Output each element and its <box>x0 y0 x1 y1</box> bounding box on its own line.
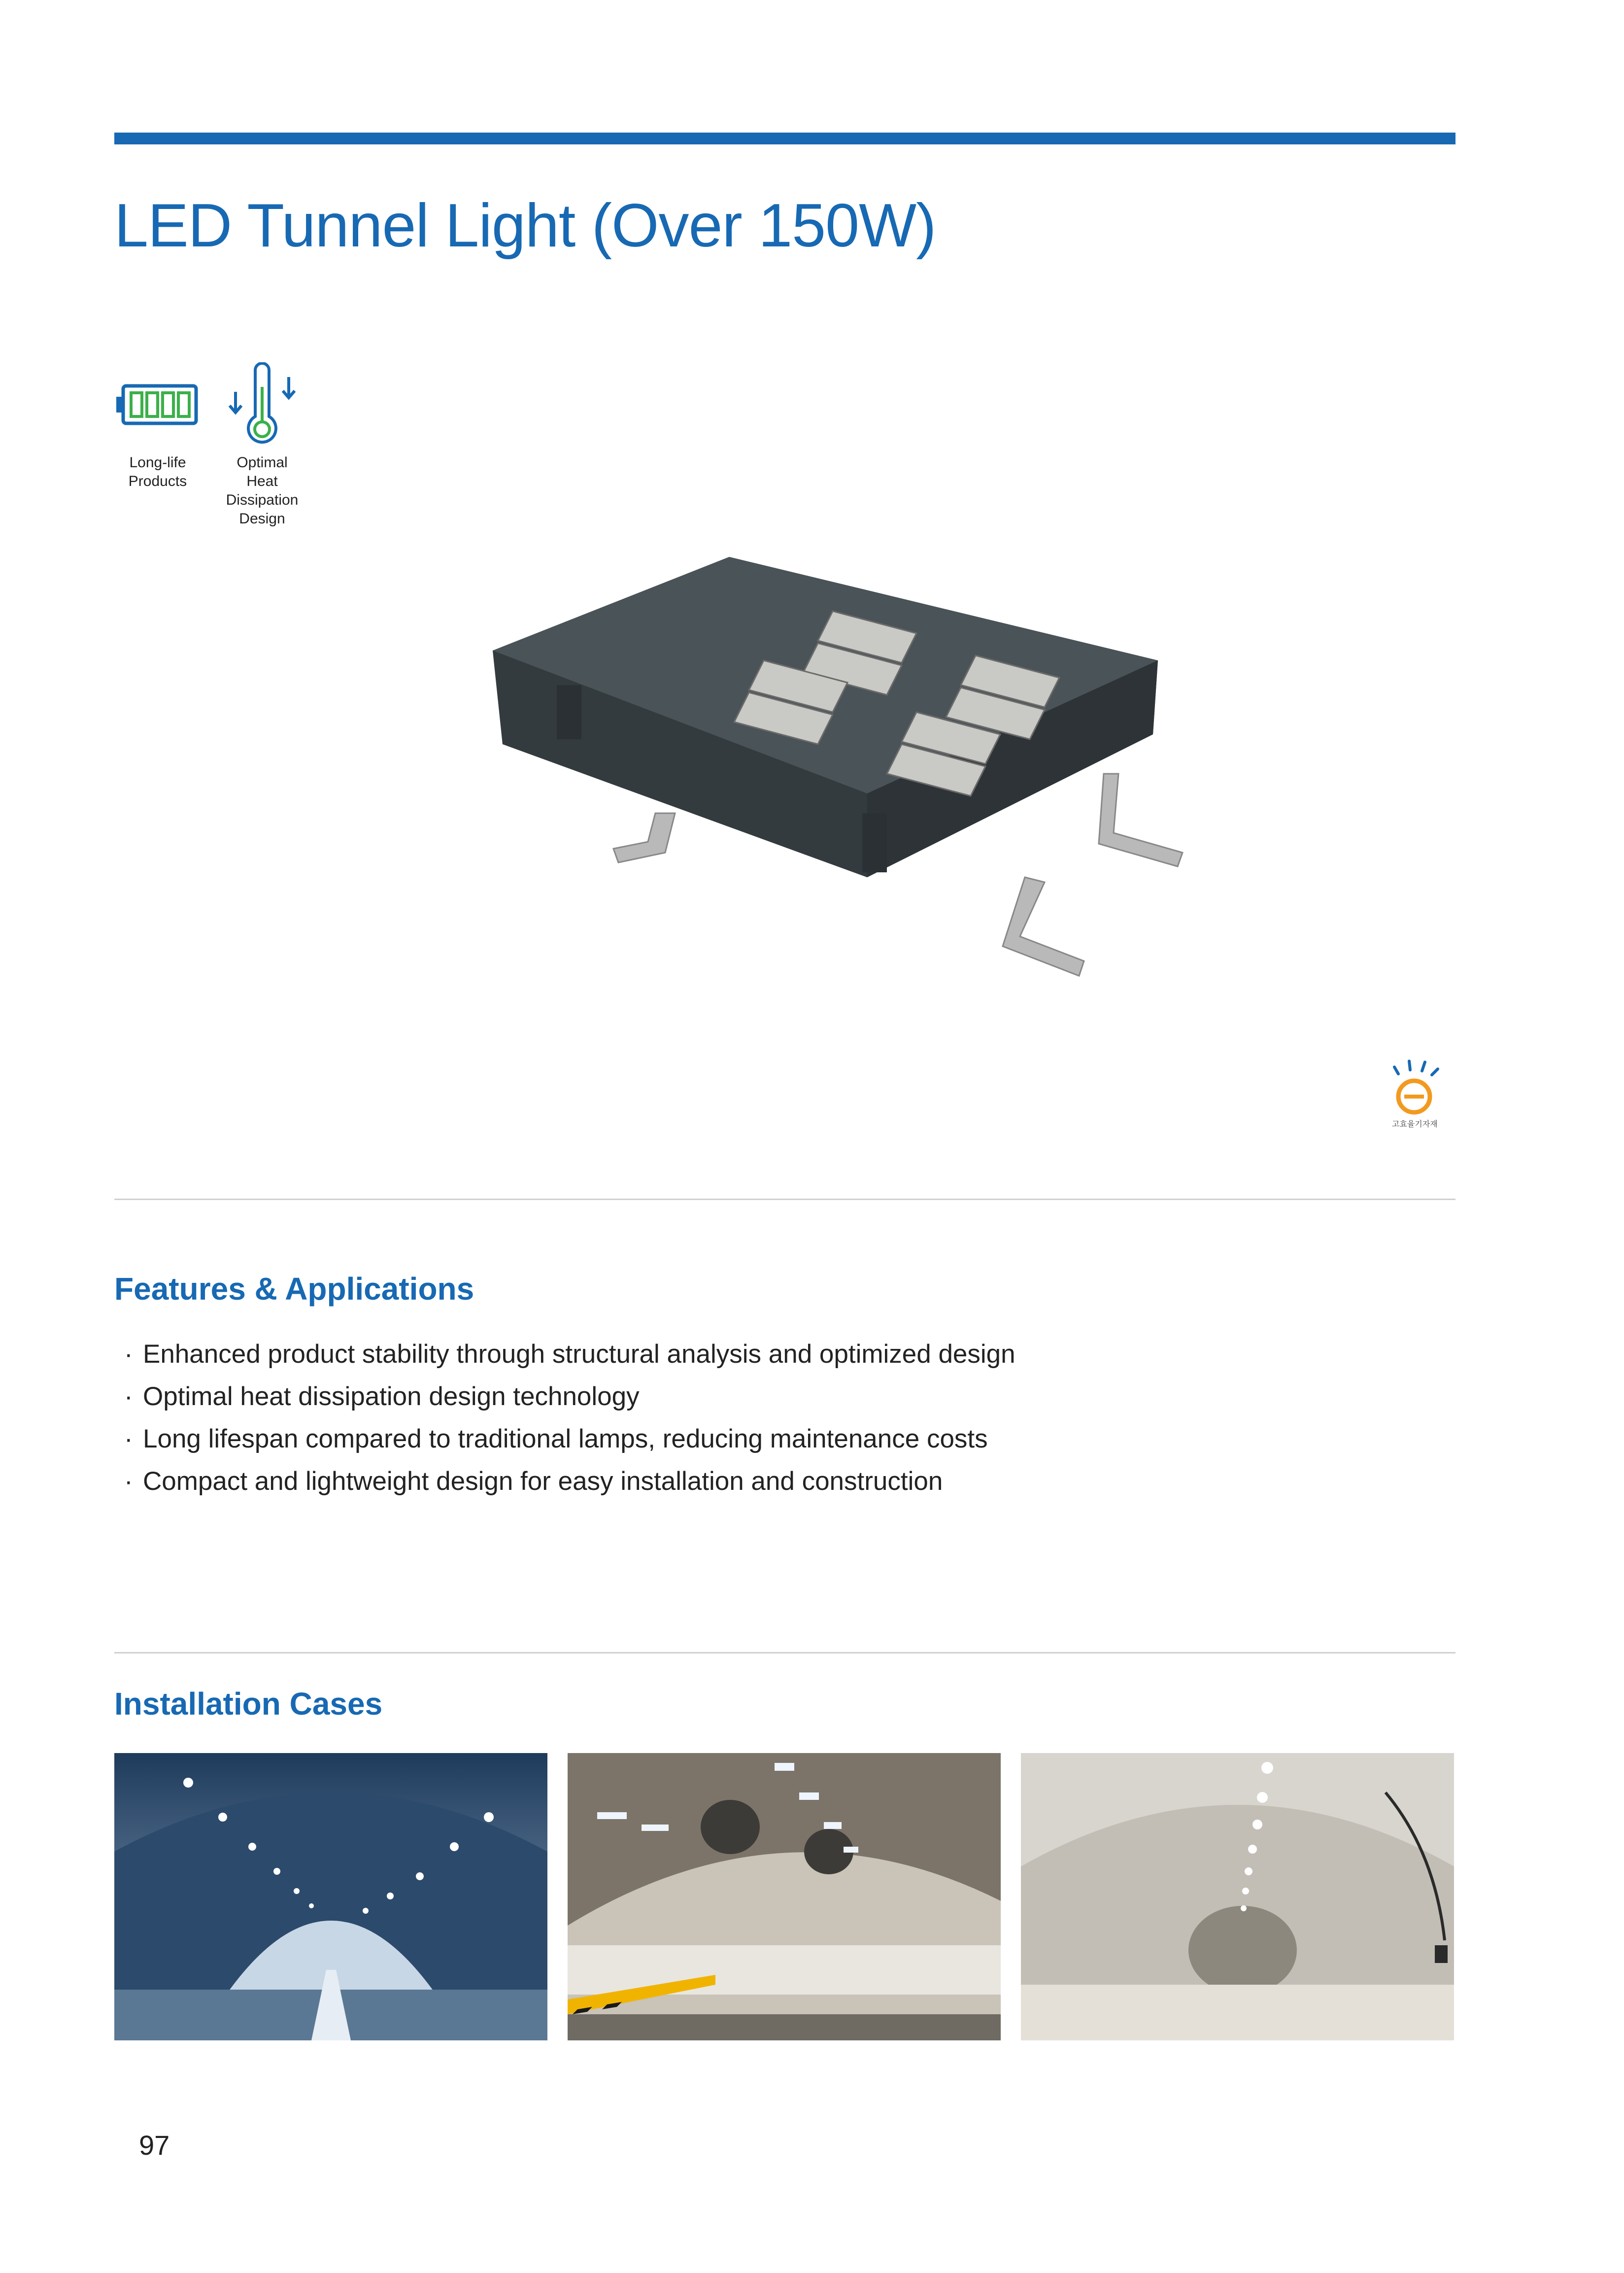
list-item: · Compact and lightweight design for easy installation and construction <box>124 1467 943 1496</box>
list-item: · Enhanced product stability through structural analysis and optimized design <box>124 1340 1015 1369</box>
thermometer-icon <box>228 362 297 446</box>
long-life-label: Long-life Products <box>128 454 187 489</box>
list-item: · Long lifespan compared to traditional lamps, reducing maintenance costs <box>124 1424 988 1453</box>
product-image <box>473 537 1217 1030</box>
battery-icon <box>116 382 199 427</box>
feature-list <box>124 1333 1015 1503</box>
installation-title: Installation Cases <box>114 1686 383 1722</box>
efficiency-logo-text: 고효율기자재 <box>1392 1120 1438 1129</box>
divider-rule <box>114 1199 1455 1200</box>
divider-rule <box>114 1652 1455 1653</box>
page-number: 97 <box>139 2130 170 2161</box>
tunnel-photo <box>1021 1753 1454 2040</box>
page-title: LED Tunnel Light (Over 150W) <box>114 192 936 260</box>
tunnel-photo <box>568 1753 1001 2040</box>
tunnel-photo <box>114 1753 547 2040</box>
heat-dissipation-label: Optimal Heat Dissipation Design <box>226 454 299 527</box>
features-title: Features & Applications <box>114 1271 474 1307</box>
list-item: · Optimal heat dissipation design technology <box>124 1382 640 1411</box>
top-accent-bar <box>114 133 1455 144</box>
